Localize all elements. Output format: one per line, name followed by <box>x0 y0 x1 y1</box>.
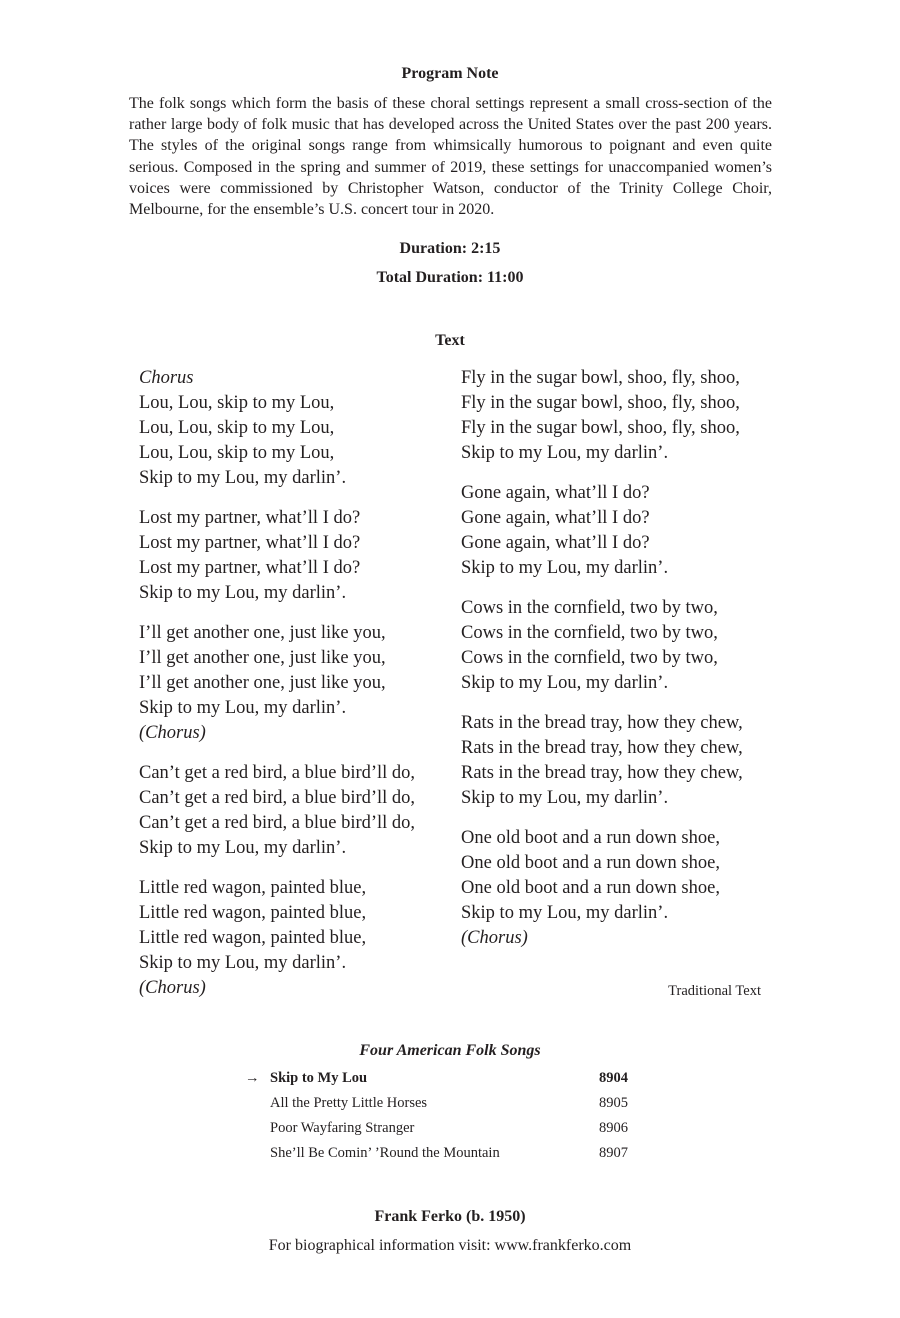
lyric-line: One old boot and a run down shoe, <box>461 853 720 873</box>
lyric-line: Cows in the cornfield, two by two, <box>461 598 718 618</box>
stanza <box>461 481 781 581</box>
lyric-line: One old boot and a run down shoe, <box>461 828 720 848</box>
lyric-line: Skip to my Lou, my darlin’. <box>139 698 347 718</box>
series-item <box>245 1143 645 1168</box>
lyric-line: I’ll get another one, just like you, <box>139 623 386 643</box>
lyric-line: Lou, Lou, skip to my Lou, <box>139 443 335 463</box>
lyric-line: Chorus <box>139 368 194 388</box>
stanza <box>139 366 439 491</box>
lyric-line: Skip to my Lou, my darlin’. <box>139 953 347 973</box>
lyric-line: Lost my partner, what’ll I do? <box>139 533 361 553</box>
composer-name: Frank Ferko (b. 1950) <box>374 1208 526 1225</box>
lyrics-left-column <box>139 366 439 1016</box>
series-item-title: She’ll Be Comin’ ’Round the Mountain <box>270 1145 500 1161</box>
lyric-line: Gone again, what’ll I do? <box>461 483 650 503</box>
lyric-line: Cows in the cornfield, two by two, <box>461 648 718 668</box>
lyric-line: Can’t get a red bird, a blue bird’ll do, <box>139 788 416 808</box>
lyric-line: Skip to my Lou, my darlin’. <box>139 468 347 488</box>
lyric-line: Can’t get a red bird, a blue bird’ll do, <box>139 763 416 783</box>
series-title: Four American Folk Songs <box>359 1042 541 1059</box>
lyric-line: Little red wagon, painted blue, <box>139 928 367 948</box>
text-heading: Text <box>435 332 465 349</box>
stanza <box>139 761 439 861</box>
lyric-line: Skip to my Lou, my darlin’. <box>461 788 669 808</box>
stanza <box>461 826 781 951</box>
lyric-line: Fly in the sugar bowl, shoo, fly, shoo, <box>461 368 740 388</box>
program-note-heading: Program Note <box>401 65 499 82</box>
lyric-line: Gone again, what’ll I do? <box>461 508 650 528</box>
lyric-line: I’ll get another one, just like you, <box>139 673 386 693</box>
lyric-line: Lou, Lou, skip to my Lou, <box>139 418 335 438</box>
lyric-line: Gone again, what’ll I do? <box>461 533 650 553</box>
stanza <box>139 876 439 1001</box>
lyric-line: (Chorus) <box>139 723 206 743</box>
lyric-line: Rats in the bread tray, how they chew, <box>461 738 743 758</box>
lyric-line: Fly in the sugar bowl, shoo, fly, shoo, <box>461 418 740 438</box>
lyric-line: Little red wagon, painted blue, <box>139 903 367 923</box>
series-item-number: 8906 <box>599 1120 628 1136</box>
current-arrow-icon: → <box>245 1070 260 1086</box>
lyric-line: Little red wagon, painted blue, <box>139 878 367 898</box>
stanza <box>461 366 781 466</box>
lyric-line: Skip to my Lou, my darlin’. <box>461 558 669 578</box>
stanza <box>461 711 781 811</box>
series-item <box>245 1118 645 1143</box>
lyric-line: Skip to my Lou, my darlin’. <box>461 443 669 463</box>
biography-link-text: For biographical information visit: www.frankferko.com <box>268 1237 632 1254</box>
lyric-line: Rats in the bread tray, how they chew, <box>461 713 743 733</box>
series-item <box>245 1068 645 1093</box>
series-item-title: Poor Wayfaring Stranger <box>270 1120 415 1136</box>
stanza <box>461 596 781 696</box>
lyric-line: Skip to my Lou, my darlin’. <box>461 673 669 693</box>
text-attribution: Traditional Text <box>668 983 761 999</box>
lyric-line: (Chorus) <box>461 928 528 948</box>
lyric-line: Skip to my Lou, my darlin’. <box>461 903 669 923</box>
lyric-line: I’ll get another one, just like you, <box>139 648 386 668</box>
program-note-body: The folk songs which form the basis of these choral settings represent a small cross-section of the rather large body of folk music that has developed across the United States over the past 200 years. The styles of the original songs range from whimsically humorous to poignant and even quite serious. Composed in the spring and summer of 2019, these settings for unaccompanied women’s voices were commissioned by Christopher Watson, conductor of the Trinity College Choir, Melbourne, for the ensemble’s U.S. concert tour in 2020. <box>129 95 772 219</box>
series-list <box>245 1068 645 1168</box>
lyric-line: One old boot and a run down shoe, <box>461 878 720 898</box>
series-item-number: 8907 <box>599 1145 628 1161</box>
series-item-number: 8905 <box>599 1095 628 1111</box>
lyric-line: Rats in the bread tray, how they chew, <box>461 763 743 783</box>
stanza <box>139 506 439 606</box>
lyric-line: Lost my partner, what’ll I do? <box>139 508 361 528</box>
lyric-line: Fly in the sugar bowl, shoo, fly, shoo, <box>461 393 740 413</box>
lyrics-right-column <box>461 366 781 966</box>
lyric-line: Can’t get a red bird, a blue bird’ll do, <box>139 813 416 833</box>
lyric-line: Lost my partner, what’ll I do? <box>139 558 361 578</box>
lyric-line: Cows in the cornfield, two by two, <box>461 623 718 643</box>
series-item-title: All the Pretty Little Horses <box>270 1095 428 1111</box>
series-item <box>245 1093 645 1118</box>
stanza <box>139 621 439 746</box>
duration: Duration: 2:15 <box>399 240 501 257</box>
total-duration: Total Duration: 11:00 <box>376 269 524 286</box>
series-item-title: Skip to My Lou <box>270 1070 368 1086</box>
lyric-line: Skip to my Lou, my darlin’. <box>139 838 347 858</box>
lyric-line: Lou, Lou, skip to my Lou, <box>139 393 335 413</box>
lyric-line: (Chorus) <box>139 978 206 998</box>
lyric-line: Skip to my Lou, my darlin’. <box>139 583 347 603</box>
series-item-number: 8904 <box>599 1070 628 1086</box>
